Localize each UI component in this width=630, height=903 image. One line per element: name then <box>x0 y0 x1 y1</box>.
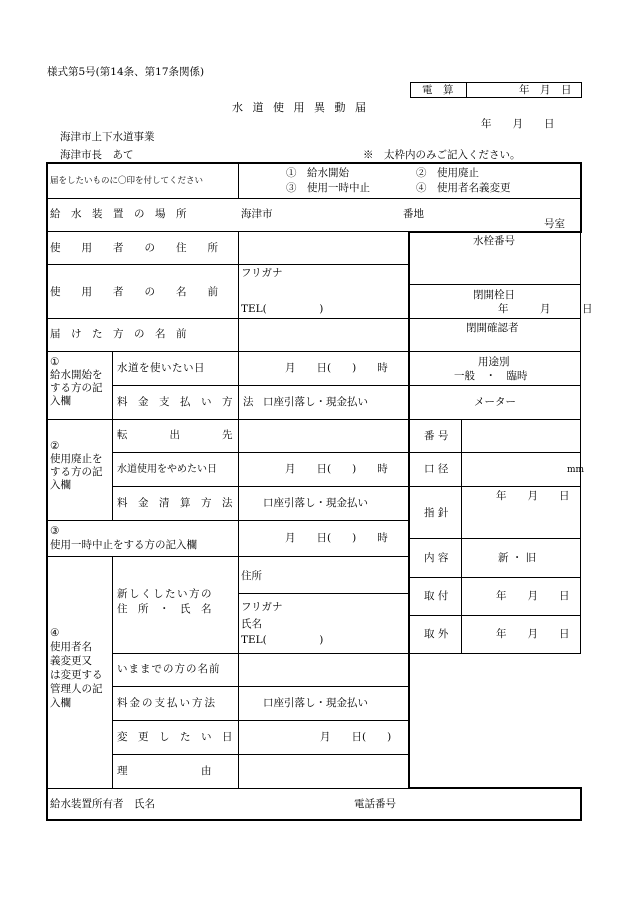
reason-label: 理 由 <box>117 765 212 777</box>
usage-type: 用途別 <box>478 356 510 368</box>
number-label: 番 号 <box>424 430 449 442</box>
reading-label: 指 針 <box>424 507 449 519</box>
phone-label: 電話番号 <box>354 798 396 810</box>
s2-line2: 使用廃止を <box>50 453 103 465</box>
options-prompt: 届をしたいものに〇印を付してください <box>50 176 204 186</box>
option-rename[interactable]: ④ 使用者名義変更 <box>416 182 511 194</box>
stop-date-label: 水道使用をやめたい日 <box>117 464 217 475</box>
s4-line5: 管理人の記 <box>50 683 103 695</box>
usage-values: 一般 ・ 臨時 <box>454 370 528 382</box>
start-date-label: 水道を使いたい日 <box>117 362 205 374</box>
reading-ymd: 年 月 日 <box>496 490 570 502</box>
change-date-value[interactable]: 月 日( ) <box>320 731 392 743</box>
diameter-unit: mm <box>567 465 585 475</box>
hydrant-number: 水栓番号 <box>473 235 515 247</box>
s4-line6: 入欄 <box>50 697 71 709</box>
change-date-label: 変 更 し た い 日 <box>117 731 233 743</box>
confirmer: 閉開確認者 <box>466 322 519 334</box>
s4-line2: 使用者名 <box>50 641 92 653</box>
notifier-label: 届 け た 方 の 名 前 <box>50 328 187 340</box>
option-start[interactable]: ① 給水開始 <box>286 167 349 179</box>
s2-line4: 入欄 <box>50 479 71 491</box>
note: ※ 太枠内のみご記入ください。 <box>363 149 521 161</box>
option-suspend[interactable]: ③ 使用一時中止 <box>286 182 370 194</box>
pay-method-label: 料 金 支 払 い 方 法 <box>117 396 254 408</box>
remove-label: 取 外 <box>424 628 449 640</box>
location-room: 号室 <box>544 218 565 230</box>
prev-name-label: いままでの方の名前 <box>117 663 221 675</box>
user-tel: TEL( ) <box>241 303 324 315</box>
open-close-ymd: 年 月 日 <box>498 303 593 315</box>
s3-num: ③ <box>50 525 60 537</box>
option-stop[interactable]: ② 使用廃止 <box>416 167 479 179</box>
settle-label: 料 金 清 算 方 法 <box>117 497 233 509</box>
location-city: 海津市 <box>241 208 273 220</box>
addressee-line2: 海津市長 あて <box>60 149 134 161</box>
new-person-label-2: 住 所 ・ 氏 名 <box>117 603 212 615</box>
new-pay-label: 料金の支払い方法 <box>117 697 217 709</box>
new-pay-value[interactable]: 口座引落し・現金払い <box>263 697 368 709</box>
denzan-date: 年 月 日 <box>519 84 572 96</box>
s1-num: ① <box>50 356 60 368</box>
pay-method-value[interactable]: 口座引落し・現金払い <box>263 396 368 408</box>
new-name: 氏名 <box>241 618 262 630</box>
user-address-label: 使 用 者 の 住 所 <box>50 242 218 254</box>
denzan-label: 電 算 <box>422 84 454 96</box>
s1-line3: する方の記 <box>50 382 103 394</box>
content-value: 新 ・ 旧 <box>498 552 537 564</box>
install-label: 取 付 <box>424 590 449 602</box>
s3-label: 使用一時中止をする方の記入欄 <box>50 539 197 551</box>
new-furigana: フリガナ <box>241 601 283 613</box>
s4-line4: は変更する <box>50 669 103 681</box>
addressee-line1: 海津市上下水道事業 <box>60 131 155 143</box>
s1-line2: 給水開始を <box>50 369 103 381</box>
diameter-label: 口 径 <box>424 463 449 475</box>
owner-label: 給水装置所有者 氏名 <box>50 798 155 810</box>
new-address: 住所 <box>241 570 262 582</box>
s1-line4: 入欄 <box>50 395 71 407</box>
s4-line3: 義変更又 <box>50 655 92 667</box>
form-title: 水 道 使 用 異 動 届 <box>232 101 369 114</box>
location-banchi: 番地 <box>403 208 424 220</box>
install-ymd: 年 月 日 <box>496 590 570 602</box>
submit-date: 年 月 日 <box>481 118 555 130</box>
new-person-label-1: 新しくしたい方の <box>117 588 213 600</box>
remove-ymd: 年 月 日 <box>496 628 570 640</box>
s2-line3: する方の記 <box>50 466 103 478</box>
content-label: 内 容 <box>424 552 449 564</box>
form-number: 様式第5号(第14条、第17条関係) <box>47 66 205 78</box>
settle-value[interactable]: 口座引落し・現金払い <box>263 497 368 509</box>
user-furigana: フリガナ <box>241 267 283 279</box>
new-tel: TEL( ) <box>241 634 324 646</box>
location-label: 給 水 装 置 の 場 所 <box>50 208 187 220</box>
user-name-label: 使 用 者 の 名 前 <box>50 286 218 298</box>
open-close-date: 閉開栓日 <box>473 289 515 301</box>
s2-num: ② <box>50 440 60 452</box>
stop-date-value[interactable]: 月 日( ) 時 <box>285 463 388 475</box>
meter-label: メーター <box>474 396 516 408</box>
s4-num: ④ <box>50 627 60 639</box>
start-date-value[interactable]: 月 日( ) 時 <box>285 362 388 374</box>
moveout-label: 転 出 先 <box>117 429 233 441</box>
s3-value[interactable]: 月 日( ) 時 <box>285 532 388 544</box>
